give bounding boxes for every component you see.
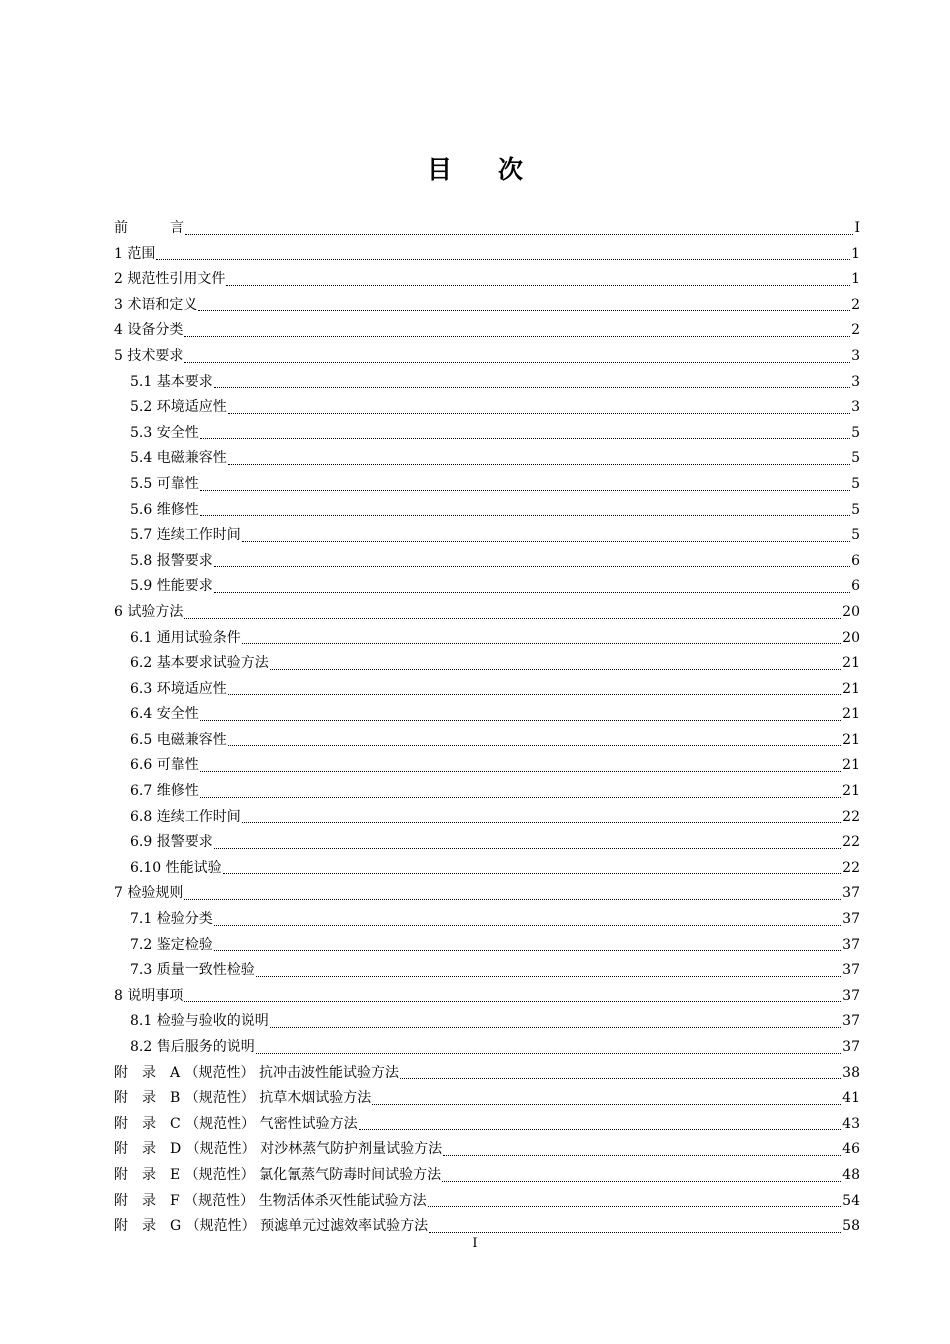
- toc-entry-page: 1: [851, 271, 860, 288]
- toc-entry-label: 5.2 环境适应性: [130, 399, 227, 416]
- toc-leader-dots: [184, 335, 850, 337]
- toc-entry-label: 5.4 电磁兼容性: [130, 450, 227, 467]
- toc-entry-page: 37: [842, 1013, 860, 1030]
- toc-entry-label: 6 试验方法: [114, 603, 184, 620]
- toc-entry-label: 6.8 连续工作时间: [130, 808, 241, 825]
- toc-entry[interactable]: [114, 1137, 860, 1163]
- toc-entry[interactable]: [114, 1035, 860, 1061]
- toc-entry-page: 21: [842, 783, 860, 800]
- toc-entry-label: 6.1 通用试验条件: [130, 629, 241, 646]
- toc-leader-dots: [184, 617, 841, 619]
- toc-entry-page: 21: [842, 680, 860, 697]
- toc-entry-label: 7.3 质量一致性检验: [130, 962, 255, 979]
- toc-entry-page: 22: [842, 808, 860, 825]
- toc-entry[interactable]: [114, 779, 860, 805]
- toc-entry-label: 5.5 可靠性: [130, 475, 199, 492]
- toc-entry[interactable]: [114, 907, 860, 933]
- toc-entry-label: 5.9 性能要求: [130, 578, 213, 595]
- toc-entry-label: 附 录 C （规范性） 气密性试验方法: [114, 1115, 358, 1132]
- toc-entry-page: 48: [842, 1166, 860, 1183]
- toc-entry-page: 37: [842, 936, 860, 953]
- toc-entry-label: 6.7 维修性: [130, 783, 199, 800]
- toc-entry-label: 6.6 可靠性: [130, 757, 199, 774]
- toc-entry[interactable]: [114, 958, 860, 984]
- toc-entry-page: 22: [842, 859, 860, 876]
- toc-entry-page: 54: [842, 1192, 860, 1209]
- toc-leader-dots: [226, 284, 850, 286]
- toc-entry-page: 2: [851, 322, 860, 339]
- toc-entry[interactable]: [114, 933, 860, 959]
- toc-entry-page: 21: [842, 731, 860, 748]
- toc-entry[interactable]: [114, 626, 860, 652]
- toc-entry[interactable]: [114, 318, 860, 344]
- toc-leader-dots: [428, 1205, 842, 1207]
- page-title: 目次: [426, 155, 569, 184]
- toc-leader-dots: [270, 668, 841, 670]
- toc-leader-dots: [400, 1077, 841, 1079]
- toc-entry-page: 37: [842, 962, 860, 979]
- toc-entry-label: 附 录 D （规范性） 对沙林蒸气防护剂量试验方法: [114, 1141, 443, 1158]
- page-number: I: [472, 1236, 478, 1251]
- toc-entry[interactable]: [114, 549, 860, 575]
- toc-entry[interactable]: [114, 1163, 860, 1189]
- toc-entry-page: 21: [842, 706, 860, 723]
- toc-leader-dots: [429, 1231, 841, 1233]
- toc-leader-dots: [214, 949, 841, 951]
- toc-entry[interactable]: [114, 1061, 860, 1087]
- toc-entry-page: 3: [851, 347, 860, 364]
- toc-entry-page: 58: [842, 1218, 860, 1235]
- toc-leader-dots: [214, 591, 850, 593]
- toc-entry-page: 22: [842, 834, 860, 851]
- toc-entry[interactable]: [114, 472, 860, 498]
- toc-entry-label: 7 检验规则: [114, 885, 184, 902]
- toc-entry[interactable]: [114, 446, 860, 472]
- toc-leader-dots: [242, 642, 841, 644]
- toc-entry-label: 前 言: [114, 220, 184, 236]
- toc-entry[interactable]: [114, 1112, 860, 1138]
- toc-leader-dots: [214, 847, 841, 849]
- toc-leader-dots: [200, 437, 850, 439]
- toc-entry[interactable]: [114, 856, 860, 882]
- toc-entry[interactable]: [114, 881, 860, 907]
- toc-entry-page: 5: [851, 475, 860, 492]
- toc-leader-dots: [372, 1103, 841, 1105]
- toc-entry-page: 5: [851, 450, 860, 467]
- toc-entry-label: 6.2 基本要求试验方法: [130, 655, 269, 672]
- toc-entry-page: 46: [842, 1141, 860, 1158]
- toc-entry-label: 附 录 E （规范性） 氯化氰蒸气防毒时间试验方法: [114, 1166, 442, 1183]
- toc-entry-page: 43: [842, 1115, 860, 1132]
- toc-entry-page: 38: [842, 1064, 860, 1081]
- toc-entry[interactable]: [114, 574, 860, 600]
- toc-entry[interactable]: [114, 830, 860, 856]
- toc-entry[interactable]: [114, 651, 860, 677]
- toc-entry-page: 6: [851, 578, 860, 595]
- toc-leader-dots: [200, 514, 850, 516]
- toc-entry-label: 5.3 安全性: [130, 424, 199, 441]
- toc-entry-page: 21: [842, 757, 860, 774]
- toc-entry-page: 2: [851, 296, 860, 313]
- toc-leader-dots: [156, 258, 850, 260]
- toc-entry[interactable]: [114, 805, 860, 831]
- toc-entry-page: 41: [842, 1090, 860, 1107]
- toc-leader-dots: [443, 1154, 841, 1156]
- toc-entry-page: 20: [842, 629, 860, 646]
- toc-entry-label: 6.4 安全性: [130, 706, 199, 723]
- toc-entry[interactable]: [114, 395, 860, 421]
- toc-entry-label: 8.2 售后服务的说明: [130, 1039, 255, 1055]
- toc-entry-label: 6.9 报警要求: [130, 834, 213, 851]
- toc-entry[interactable]: [114, 1189, 860, 1215]
- toc-entry[interactable]: [114, 1009, 860, 1035]
- toc-entry-page: 5: [851, 527, 860, 544]
- toc-entry[interactable]: [114, 421, 860, 447]
- toc-entry-page: 6: [851, 552, 860, 569]
- toc-entry-page: 37: [842, 1039, 860, 1055]
- toc-leader-dots: [198, 309, 850, 311]
- toc-entry[interactable]: [114, 216, 860, 242]
- toc-entry[interactable]: [114, 753, 860, 779]
- toc-leader-dots: [223, 872, 842, 874]
- toc-entry-label: 6.3 环境适应性: [130, 680, 227, 697]
- toc-entry-label: 附 录 A （规范性） 抗冲击波性能试验方法: [114, 1064, 400, 1081]
- toc-entry-label: 5.1 基本要求: [130, 373, 213, 390]
- toc-leader-dots: [270, 1026, 841, 1028]
- toc-entry-label: 附 录 G （规范性） 预滤单元过滤效率试验方法: [114, 1218, 429, 1235]
- toc-leader-dots: [359, 1128, 842, 1130]
- toc-entry-page: 37: [842, 987, 860, 1004]
- toc-entry[interactable]: [114, 702, 860, 728]
- toc-entry[interactable]: [114, 1086, 860, 1112]
- toc-entry[interactable]: [114, 293, 860, 319]
- toc-entry-page: 1: [851, 245, 860, 262]
- toc-entry-label: 7.2 鉴定检验: [130, 936, 213, 953]
- toc-entry-label: 1 范围: [114, 245, 156, 262]
- toc-leader-dots: [200, 770, 841, 772]
- toc-leader-dots: [242, 540, 850, 542]
- toc-entry-label: 5.6 维修性: [130, 501, 199, 518]
- toc-entry[interactable]: [114, 344, 860, 370]
- toc-entry[interactable]: [114, 267, 860, 293]
- toc-leader-dots: [256, 1052, 841, 1054]
- toc-entry-page: 5: [851, 501, 860, 518]
- toc-entry-page: 3: [851, 399, 860, 416]
- toc-leader-dots: [184, 361, 850, 363]
- toc-entry-label: 4 设备分类: [114, 322, 184, 339]
- toc-leader-dots: [442, 1180, 841, 1182]
- toc-entry-label: 8.1 检验与验收的说明: [130, 1013, 269, 1030]
- toc-leader-dots: [214, 565, 850, 567]
- toc-leader-dots: [184, 898, 841, 900]
- toc-entry[interactable]: [114, 677, 860, 703]
- toc-leader-dots: [200, 719, 841, 721]
- toc-entry-page: I: [854, 220, 860, 236]
- toc-entry[interactable]: [114, 523, 860, 549]
- toc-entry-page: 21: [842, 655, 860, 672]
- toc-leader-dots: [228, 463, 850, 465]
- toc-leader-dots: [185, 233, 853, 235]
- toc-entry-label: 7.1 检验分类: [130, 911, 213, 928]
- toc-entry-page: 20: [842, 603, 860, 620]
- toc-entry-label: 附 录 F （规范性） 生物活体杀灭性能试验方法: [114, 1192, 427, 1209]
- toc-entry-label: 3 术语和定义: [114, 296, 198, 313]
- toc-entry-label: 5.8 报警要求: [130, 552, 213, 569]
- toc-entry-label: 5.7 连续工作时间: [130, 527, 241, 544]
- toc-entry-label: 2 规范性引用文件: [114, 271, 226, 288]
- toc-leader-dots: [228, 412, 850, 414]
- toc-entry[interactable]: [114, 984, 860, 1010]
- toc-entry[interactable]: [114, 242, 860, 268]
- toc-leader-dots: [200, 489, 850, 491]
- toc-leader-dots: [242, 821, 841, 823]
- toc-leader-dots: [184, 1000, 841, 1002]
- toc-entry-label: 5 技术要求: [114, 347, 184, 364]
- toc-entry-page: 3: [851, 373, 860, 390]
- toc-entry[interactable]: [114, 728, 860, 754]
- toc-entry-page: 5: [851, 424, 860, 441]
- toc-leader-dots: [228, 693, 841, 695]
- toc-entry-label: 8 说明事项: [114, 987, 184, 1004]
- toc-entry[interactable]: [114, 498, 860, 524]
- toc-entry-page: 37: [842, 885, 860, 902]
- toc-leader-dots: [256, 975, 841, 977]
- toc-entry-label: 6.5 电磁兼容性: [130, 731, 227, 748]
- toc-leader-dots: [214, 386, 850, 388]
- toc-entry-label: 6.10 性能试验: [130, 859, 222, 876]
- toc-entry[interactable]: [114, 370, 860, 396]
- toc-entry[interactable]: [114, 600, 860, 626]
- toc-leader-dots: [214, 924, 841, 926]
- toc-leader-dots: [200, 796, 841, 798]
- toc-leader-dots: [228, 744, 841, 746]
- table-of-contents: [114, 216, 860, 1240]
- toc-entry-page: 37: [842, 911, 860, 928]
- toc-entry-label: 附 录 B （规范性） 抗草木烟试验方法: [114, 1090, 372, 1107]
